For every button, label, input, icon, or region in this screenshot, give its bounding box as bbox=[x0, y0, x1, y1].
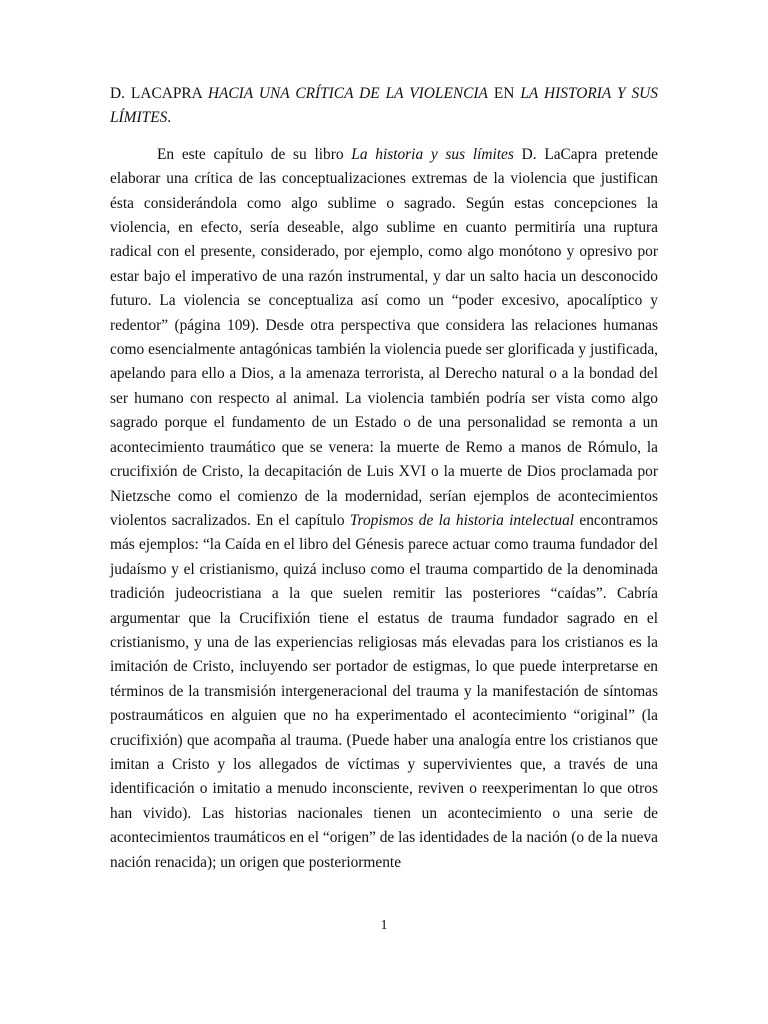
body-paragraph bbox=[110, 143, 658, 875]
title-chapter: HACIA UNA CRÍTICA DE LA VIOLENCIA bbox=[207, 85, 488, 102]
body-chapter-title: Tropismos de la historia intelectual bbox=[349, 511, 575, 529]
title-connector: EN bbox=[487, 85, 521, 102]
body-segment-5: encontramos más ejemplos: “la Caída en el libro del Génesis parece actuar como trauma fundador del judaísmo y el cristianismo, quizá incluso como el trauma compartido de la denominada tradición judeocristiana a la que suelen remitir las posteriores “caídas”. Cabría argumentar que la Crucifixión tiene el estatus de trauma fundador sagrado en el cristianismo, y una de las experiencias religiosas más elevadas para los cristianos es la imitación de Cristo, incluyendo ser portador de estigmas, lo que puede interpretarse en términos de la transmisión intergeneracional del trauma y la manifestación de síntomas postraumáticos en alguien que no ha experimentado el acontecimiento “original” (la crucifixión) que acompaña al trauma. (Puede haber una analogía entre los cristianos que imitan a Cristo y los allegados de víctimas y supervivientes que, a través de una identificación o imitatio a menudo inconsciente, reviven o reexperimentan lo que otros han vivido). Las historias nacionales tienen un acontecimiento o una serie de acontecimientos traumáticos en el “origen” de las identidades de la nación (o de la nueva nación renacida); un origen que posteriormente bbox=[110, 511, 658, 871]
document-title bbox=[110, 82, 658, 131]
title-author: D. LACAPRA bbox=[110, 85, 208, 102]
body-book-title: La historia y sus límites bbox=[351, 145, 514, 163]
title-period: . bbox=[167, 109, 172, 127]
body-segment-1: En este capítulo de su libro bbox=[157, 145, 352, 163]
body-segment-3: D. LaCapra pretende elaborar una crítica de las conceptualizaciones extremas de la violencia que justifican ésta considerándola como algo sublime o sagrado. Según estas concepciones la violencia, en efecto, sería deseable, algo sublime en cuanto permitiría una ruptura radical con el presente, considerado, por ejemplo, como algo monótono y opresivo por estar bajo el imperativo de una razón instrumental, y dar un salto hacia un desconocido futuro. La violencia se conceptualiza así como un “poder excesivo, apocalíptico y redentor” (página 109). Desde otra perspectiva que considera las relaciones humanas como esencialmente antagónicas también la violencia puede ser glorificada y justificada, apelando para ello a Dios, a la amenaza terrorista, al Derecho natural o a la bondad del ser humano con respecto al animal. La violencia también podría ser vista como algo sagrado porque el fundamento de un Estado o de una personalidad se remonta a un acontecimiento traumático que se venera: la muerte de Remo a manos de Rómulo, la crucifixión de Cristo, la decapitación de Luis XVI o la muerte de Dios proclamada por Nietzsche como el comienzo de la modernidad, serían ejemplos de acontecimientos violentos sacralizados. En el capítulo bbox=[110, 145, 659, 529]
page-number: 1 bbox=[380, 918, 388, 933]
title-book: LA HISTORIA Y SUS LÍMITES bbox=[110, 85, 658, 127]
